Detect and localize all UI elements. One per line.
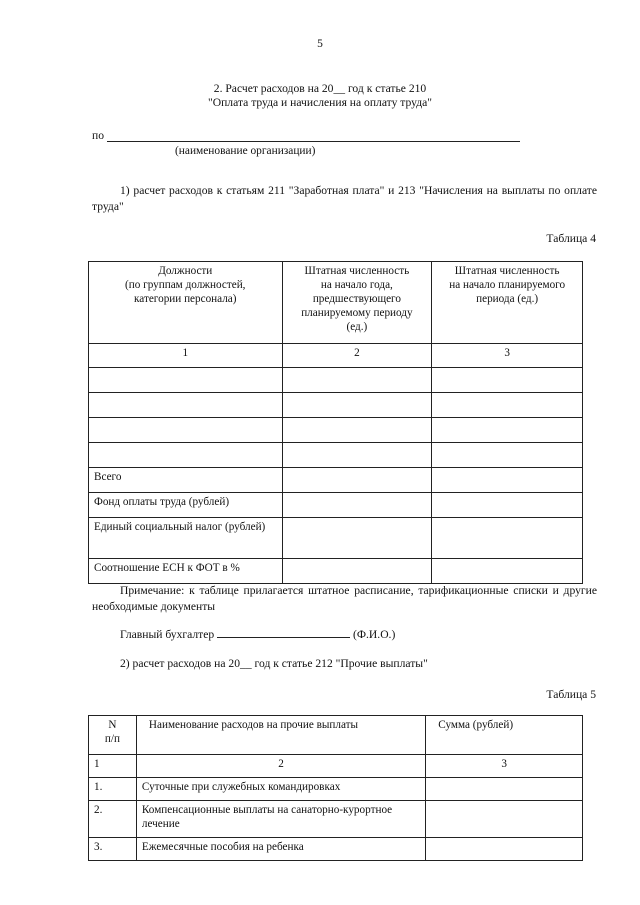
row-name: Суточные при служебных командировках <box>136 778 425 801</box>
table-row-total <box>89 468 583 493</box>
organization-line <box>92 129 522 142</box>
table-5 <box>88 715 583 861</box>
table-row-social-tax <box>89 518 583 559</box>
org-caption: (наименование организации) <box>175 145 316 157</box>
org-prefix: по <box>92 129 105 142</box>
note-text: Примечание: к таблице прилагается штатное расписание, тарификационные списки и другие необходимые документы <box>92 584 597 613</box>
table-row <box>89 838 583 861</box>
table-4 <box>88 261 583 584</box>
row-number: 3. <box>89 838 137 861</box>
table-cell[interactable] <box>432 368 583 393</box>
table-cell[interactable] <box>432 468 583 493</box>
table-cell[interactable] <box>432 518 583 559</box>
table-cell[interactable] <box>432 559 583 584</box>
t4-col-number: 2 <box>282 344 432 368</box>
table-cell[interactable] <box>282 418 432 443</box>
table-cell[interactable] <box>282 559 432 584</box>
table-cell[interactable] <box>282 518 432 559</box>
table-cell[interactable] <box>426 838 583 861</box>
section-2-text: 2) расчет расходов на 20__ год к статье 212 "Прочие выплаты" <box>120 657 428 670</box>
t5-header-number: N п/п <box>89 716 137 755</box>
table-row <box>89 418 583 443</box>
title-line-2: "Оплата труда и начисления на оплату труда" <box>208 96 432 109</box>
org-name-blank <box>107 141 520 142</box>
t4-col-number: 1 <box>89 344 283 368</box>
table-cell[interactable] <box>432 443 583 468</box>
table-cell[interactable] <box>89 368 283 393</box>
row-name: Компенсационные выплаты на санаторно-курортное лечение <box>136 801 425 838</box>
row-label: Фонд оплаты труда (рублей) <box>89 493 283 518</box>
table-5-header-row <box>89 716 583 755</box>
page-number: 5 <box>317 38 323 50</box>
table-cell[interactable] <box>89 418 283 443</box>
table-row-ratio <box>89 559 583 584</box>
t5-col-number: 2 <box>136 755 425 778</box>
table-cell[interactable] <box>432 418 583 443</box>
table-row <box>89 393 583 418</box>
row-label: Единый социальный налог (рублей) <box>89 518 283 559</box>
table-cell[interactable] <box>282 368 432 393</box>
table-5-column-numbers <box>89 755 583 778</box>
table-4-label: Таблица 4 <box>546 232 596 245</box>
t4-header-positions: Должности (по группам должностей, категории персонала) <box>89 262 283 344</box>
table-5-label: Таблица 5 <box>546 688 596 701</box>
table-4-header-row <box>89 262 583 344</box>
table-cell[interactable] <box>282 468 432 493</box>
title-line-1: 2. Расчет расходов на 20__ год к статье 210 <box>213 82 427 95</box>
section-1-text: 1) расчет расходов к статьям 211 "Заработная плата" и 213 "Начисления на выплаты по оплате труда" <box>92 184 597 213</box>
row-label: Всего <box>89 468 283 493</box>
table-cell[interactable] <box>432 393 583 418</box>
table-row <box>89 368 583 393</box>
t4-header-staff-prev: Штатная численность на начало года, предшествующего планируемому периоду (ед.) <box>282 262 432 344</box>
table-row <box>89 778 583 801</box>
table-4-column-numbers <box>89 344 583 368</box>
table-cell[interactable] <box>432 493 583 518</box>
signature-blank[interactable] <box>217 626 350 638</box>
table-cell[interactable] <box>89 443 283 468</box>
t5-header-name: Наименование расходов на прочие выплаты <box>136 716 425 755</box>
row-number: 1. <box>89 778 137 801</box>
table-cell[interactable] <box>282 493 432 518</box>
t4-header-staff-planned: Штатная численность на начало планируемого периода (ед.) <box>432 262 583 344</box>
table-row <box>89 801 583 838</box>
section-title <box>0 82 640 110</box>
table-cell[interactable] <box>282 443 432 468</box>
t5-col-number: 3 <box>426 755 583 778</box>
t4-col-number: 3 <box>432 344 583 368</box>
row-label: Соотношение ЕСН к ФОТ в % <box>89 559 283 584</box>
table-row-payroll <box>89 493 583 518</box>
row-number: 2. <box>89 801 137 838</box>
table-cell[interactable] <box>282 393 432 418</box>
table-cell[interactable] <box>426 801 583 838</box>
t5-header-sum: Сумма (рублей) <box>426 716 583 755</box>
table-row <box>89 443 583 468</box>
signature-line: Главный бухгалтер (Ф.И.О.) <box>120 628 396 641</box>
row-name: Ежемесячные пособия на ребенка <box>136 838 425 861</box>
table-cell[interactable] <box>89 393 283 418</box>
table-cell[interactable] <box>426 778 583 801</box>
t5-col-number: 1 <box>89 755 137 778</box>
